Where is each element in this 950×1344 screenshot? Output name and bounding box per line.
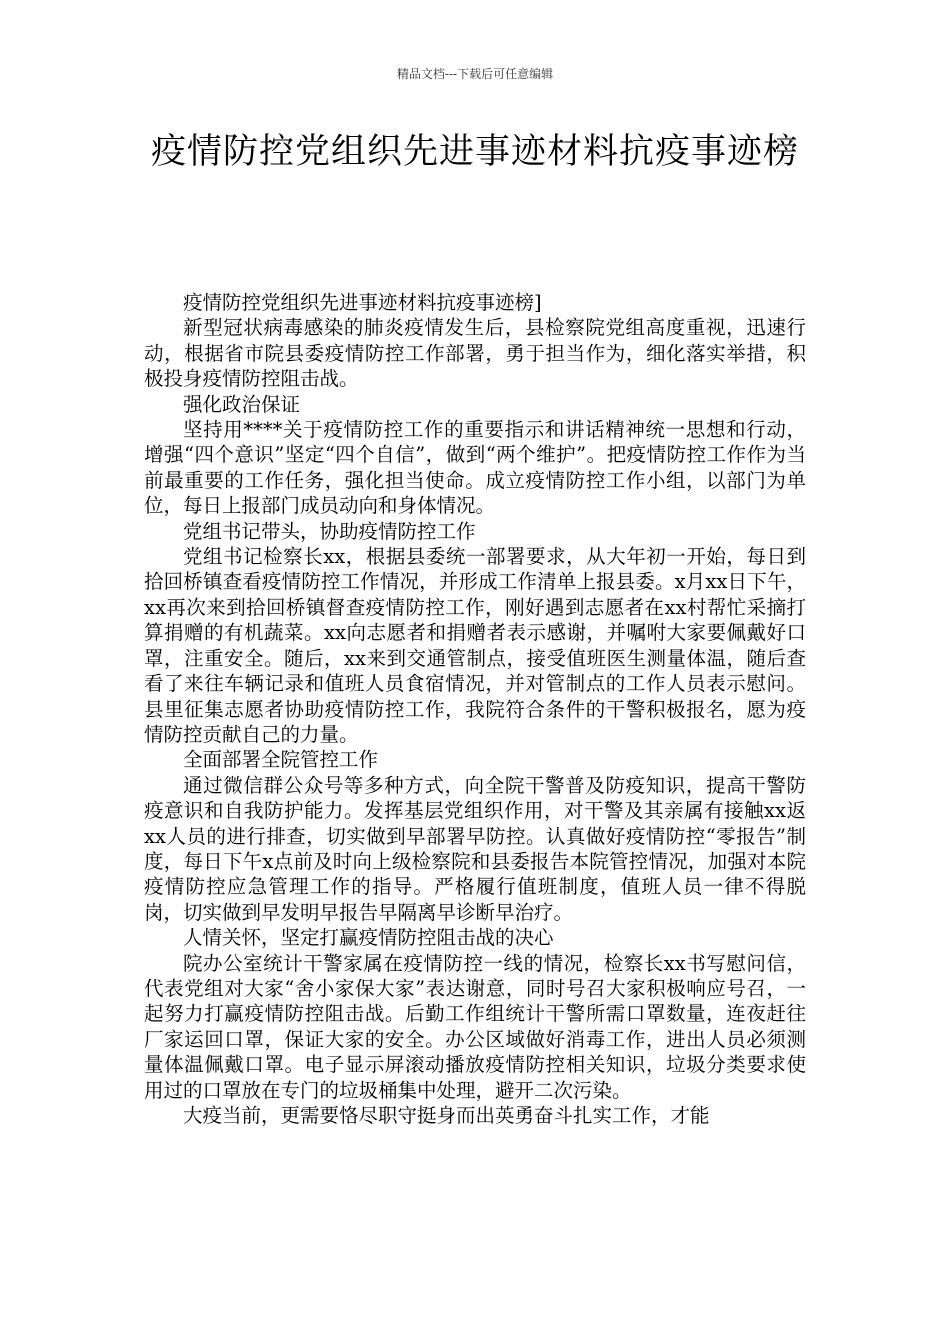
document-title: 疫情防控党组织先进事迹材料抗疫事迹榜 — [150, 132, 799, 172]
header-note: 精品文档---下载后可任意编辑 — [396, 67, 554, 81]
document-body — [144, 290, 806, 1128]
paragraph-title-repeat: 疫情防控党组织先进事迹材料抗疫事迹榜] — [183, 291, 542, 314]
section-heading-secretary: 党组书记带头，协助疫情防控工作 — [183, 519, 476, 543]
paragraph-closing: 大疫当前，更需要恪尽职守挺身而出英勇奋斗扎实工作，才能 — [183, 1104, 710, 1127]
paragraph-care: 院办公室统计干警家属在疫情防控一线的情况，检察长xx书写慰问信，代表党组对大家“舍小家保大家”表达谢意，同时号召大家积极响应号召，一起努力打赢疫情防控阻击战。后勤工作组统计干警所需口罩数量，连夜赶往厂家运回口罩，保证大家的安全。办公区域做好消毒工作，进出人员必须测量体温佩戴口罩。电子显示屏滚动播放疫情防控相关知识，垃圾分类要求使用过的口罩放在专门的垃圾桶集中处理，避开二次污染。 — [144, 951, 806, 1102]
section-heading-deployment: 全面部署全院管控工作 — [183, 748, 379, 772]
paragraph-political: 坚持用****关于疫情防控工作的重要指示和讲话精神统一思想和行动，增强“四个意识”坚定“四个自信”，做到“两个维护”。把疫情防控工作作为当前最重要的工作任务，强化担当使命。成立疫情防控工作小组，以部门为单位，每日上报部门成员动向和身体情况。 — [144, 418, 806, 518]
section-heading-political: 强化政治保证 — [183, 392, 301, 416]
paragraph-secretary: 党组书记检察长xx，根据县委统一部署要求，从大年初一开始，每日到拾回桥镇查看疫情防控工作情况，并形成工作清单上报县委。x月xx日下午，xx再次来到拾回桥镇督查疫情防控工作，刚好遇到志愿者在xx村帮忙采摘打算捐赠的有机蔬菜。xx向志愿者和捐赠者表示感谢，并嘱咐大家要佩戴好口罩，注重安全。随后，xx来到交通管制点，接受值班医生测量体温，随后查看了来往车辆记录和值班人员食宿情况，并对管制点的工作人员表示慰问。县里征集志愿者协助疫情防控工作，我院符合条件的干警积极报名，愿为疫情防控贡献自己的力量。 — [144, 545, 806, 746]
paragraph-deployment: 通过微信群公众号等多种方式，向全院干警普及防疫知识，提高干警防疫意识和自我防护能力。发挥基层党组织作用，对干警及其亲属有接触xx返xx人员的进行排查，切实做到早部署早防控。认真做好疫情防控“零报告”制度，每日下午x点前及时向上级检察院和县委报告本院管控情况，加强对本院疫情防控应急管理工作的指导。严格履行值班制度，值班人员一律不得脱岗，切实做到早发明早报告早隔离早诊断早治疗。 — [144, 773, 806, 924]
section-heading-care: 人情关怀，坚定打赢疫情防控阻击战的决心 — [183, 926, 554, 950]
paragraph-intro: 新型冠状病毒感染的肺炎疫情发生后，县检察院党组高度重视，迅速行动，根据省市院县委疫情防控工作部署，勇于担当作为，细化落实举措，积极投身疫情防控阻击战。 — [144, 316, 806, 391]
